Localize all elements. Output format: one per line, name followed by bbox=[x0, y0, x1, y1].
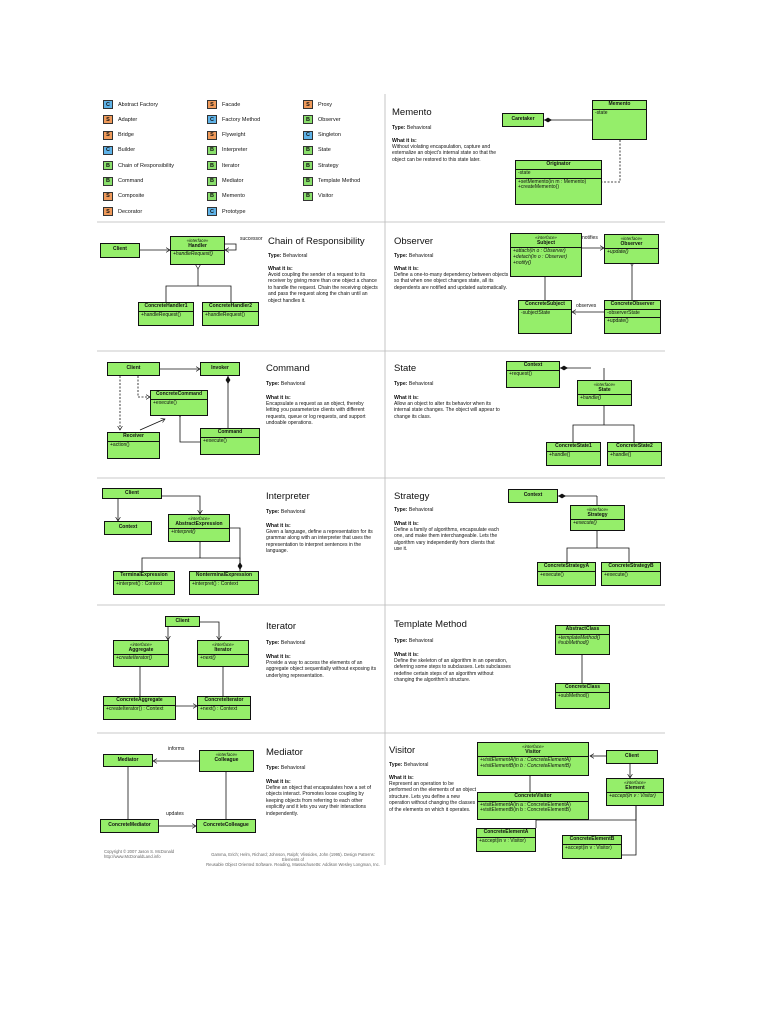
informs-label: informs bbox=[168, 746, 185, 752]
concrete-strategy-b-class: ConcreteStrategyB +execute() bbox=[601, 562, 661, 586]
interpreter-context-class: Context bbox=[104, 521, 152, 535]
legend-pattern-name: State bbox=[318, 147, 331, 154]
chain-title: Chain of Responsibility bbox=[268, 236, 365, 247]
legend-item bbox=[303, 100, 332, 109]
template-what-label: What it is: bbox=[394, 652, 419, 658]
iterator-type: Type: Behavioral bbox=[266, 640, 306, 646]
legend-category-badge: S bbox=[207, 131, 217, 140]
legend-item bbox=[103, 131, 134, 140]
interpreter-title: Interpreter bbox=[266, 491, 310, 502]
legend-item bbox=[103, 115, 137, 124]
concrete-colleague-class: ConcreteColleague bbox=[196, 819, 256, 833]
state-context-class: Context +request() bbox=[506, 361, 560, 388]
legend-item bbox=[207, 177, 243, 186]
legend-category-badge: B bbox=[303, 115, 313, 124]
iterator-client-class: Client bbox=[165, 616, 200, 627]
command-type: Type: Behavioral bbox=[266, 381, 306, 387]
legend-category-badge: B bbox=[103, 177, 113, 186]
iterator-what-label: What it is: bbox=[266, 654, 291, 660]
element-interface: «interface» Element +accept(in v : Visitor) bbox=[606, 778, 664, 806]
terminal-expression-class: TerminalExpression +interpret() : Context bbox=[113, 571, 175, 595]
observer-interface: «interface» Observer +update() bbox=[604, 234, 659, 264]
state-title: State bbox=[394, 363, 417, 374]
concrete-handler-1-class: ConcreteHandler1 +handleRequest() bbox=[138, 302, 194, 326]
strategy-title: Strategy bbox=[394, 491, 430, 502]
concrete-observer-class: ConcreteObserver -observerState +update() bbox=[604, 300, 661, 334]
legend-pattern-name: Visitor bbox=[318, 193, 334, 200]
observes-label: observes bbox=[576, 303, 597, 309]
legend-category-badge: C bbox=[103, 100, 113, 109]
legend-category-badge: B bbox=[207, 177, 217, 186]
colleague-interface: «interface» Colleague bbox=[199, 750, 254, 772]
observer-type: Type: Behavioral bbox=[394, 253, 434, 259]
state-what-label: What it is: bbox=[394, 395, 419, 401]
legend-category-badge: B bbox=[207, 146, 217, 155]
visitor-type: Type: Behavioral bbox=[389, 762, 429, 768]
strategy-description: Define a family of algorithms, encapsulate each one, and make them interchangeable. Lets the algorithm vary independently from clients that use it. bbox=[394, 527, 500, 553]
template-title: Template Method bbox=[394, 619, 467, 630]
aggregate-interface: «interface» Aggregate +createIterator() bbox=[113, 640, 169, 667]
template-type: Type: Behavioral bbox=[394, 638, 434, 644]
legend-item bbox=[103, 161, 174, 170]
invoker-class: Invoker bbox=[200, 362, 240, 376]
abstract-expression-interface: «interface» AbstractExpression +interpret() bbox=[168, 514, 230, 542]
concrete-strategy-a-class: ConcreteStrategyA +execute() bbox=[537, 562, 596, 586]
legend-category-badge: S bbox=[103, 207, 113, 216]
legend-item bbox=[303, 131, 341, 140]
legend-pattern-name: Observer bbox=[318, 116, 341, 123]
reference: Gamma, Erich; Helm, Richard; Johnson, Ralph; Vlissides, John (1995). Design Patterns: Elements of Reusable Object Oriented Software. Reading, Massachusetts: Addison Wesley Longman, Inc. bbox=[206, 852, 380, 867]
concrete-element-b-class: ConcreteElementB +accept(in v : Visitor) bbox=[562, 835, 622, 859]
command-title: Command bbox=[266, 363, 310, 374]
strategy-type: Type: Behavioral bbox=[394, 507, 434, 513]
legend-pattern-name: Builder bbox=[118, 147, 136, 154]
legend-item bbox=[207, 192, 245, 201]
legend-pattern-name: Prototype bbox=[222, 208, 246, 215]
legend-category-badge: B bbox=[207, 192, 217, 201]
legend-category-badge: S bbox=[103, 192, 113, 201]
handler-interface: «interface» Handler +handleRequest() bbox=[170, 236, 225, 265]
legend-item bbox=[103, 177, 143, 186]
updates-label: updates bbox=[166, 811, 184, 817]
legend-item bbox=[103, 207, 142, 216]
mediator-description: Define an object that encapsulates how a set of objects interact. Promotes loose coupling by keeping objects from referring to each other explicitly and it lets you vary their interactions independently. bbox=[266, 785, 372, 817]
receiver-class: Receiver +action() bbox=[107, 432, 160, 459]
iterator-title: Iterator bbox=[266, 621, 297, 632]
concrete-handler-2-class: ConcreteHandler2 +handleRequest() bbox=[202, 302, 259, 326]
strategy-what-label: What it is: bbox=[394, 521, 419, 527]
legend-category-badge: C bbox=[103, 146, 113, 155]
legend-pattern-name: Flyweight bbox=[222, 132, 246, 139]
chain-what-label: What it is: bbox=[268, 266, 293, 272]
originator-class: Originator -state +setMemento(in m : Memento) +createMemento() bbox=[515, 160, 602, 205]
concrete-state-2-class: ConcreteState2 +handle() bbox=[607, 442, 662, 466]
legend-pattern-name: Facade bbox=[222, 101, 241, 108]
legend-pattern-name: Decorator bbox=[118, 208, 143, 215]
legend-pattern-name: Proxy bbox=[318, 101, 333, 108]
observer-title: Observer bbox=[394, 236, 434, 247]
subject-interface: «interface» Subject +attach(in o : Observer) +detach(in o : Observer) +notify() bbox=[510, 233, 582, 277]
memento-class: Memento -state bbox=[592, 100, 647, 140]
concrete-command-class: ConcreteCommand +execute() bbox=[150, 390, 208, 416]
interpreter-what-label: What it is: bbox=[266, 523, 291, 529]
iterator-description: Provide a way to access the elements of an aggregate object sequentially without exposing its underlying representation. bbox=[266, 660, 377, 679]
memento-type: Type: Behavioral bbox=[392, 125, 432, 131]
legend-item bbox=[103, 192, 144, 201]
legend-category-badge: C bbox=[207, 207, 217, 216]
legend-pattern-name: Adapter bbox=[118, 116, 138, 123]
concrete-visitor-class: ConcreteVisitor +visitElementA(in a : ConcreteElementA) +visitElementB(in b : ConcreteElementB) bbox=[477, 792, 589, 820]
successor-label: successor bbox=[240, 236, 263, 242]
legend-pattern-name: Mediator bbox=[222, 178, 244, 184]
legend-pattern-name: Chain of Responsibility bbox=[118, 162, 174, 169]
interpreter-client-class: Client bbox=[102, 488, 162, 499]
legend-category-badge: S bbox=[303, 100, 313, 109]
notifies-label: notifies bbox=[582, 235, 598, 241]
strategy-interface: «interface» Strategy +execute() bbox=[570, 505, 625, 531]
legend-pattern-name: Template Method bbox=[318, 178, 361, 184]
legend-item bbox=[303, 146, 331, 155]
mediator-type: Type: Behavioral bbox=[266, 765, 306, 771]
state-type: Type: Behavioral bbox=[394, 381, 434, 387]
command-what-label: What it is: bbox=[266, 395, 291, 401]
legend-pattern-name: Iterator bbox=[222, 162, 240, 169]
legend-category-badge: S bbox=[103, 115, 113, 124]
state-interface: «interface» State +handle() bbox=[577, 380, 632, 406]
legend-pattern-name: Command bbox=[118, 178, 144, 184]
mediator-title: Mediator bbox=[266, 747, 303, 758]
interpreter-type: Type: Behavioral bbox=[266, 509, 306, 515]
concrete-mediator-class: ConcreteMediator bbox=[100, 819, 159, 833]
observer-what-label: What it is: bbox=[394, 266, 419, 272]
legend-category-badge: S bbox=[103, 131, 113, 140]
visitor-title: Visitor bbox=[389, 745, 416, 756]
legend-pattern-name: Strategy bbox=[318, 162, 339, 169]
strategy-context-class: Context bbox=[508, 489, 558, 503]
concrete-aggregate-class: ConcreteAggregate +createIterator() : Context bbox=[103, 696, 176, 720]
legend-pattern-name: Factory Method bbox=[222, 116, 261, 123]
legend-category-badge: B bbox=[207, 161, 217, 170]
nonterminal-expression-class: NonterminalExpression +interpret() : Context bbox=[189, 571, 259, 595]
memento-title: Memento bbox=[392, 107, 432, 118]
visitor-what-label: What it is: bbox=[389, 775, 414, 781]
memento-description: Without violating encapsulation, capture and externalize an object's internal state so that the object can be restored to this state later. bbox=[392, 144, 497, 163]
iterator-interface: «interface» Iterator +next() bbox=[197, 640, 249, 667]
copyright: Copyright © 2007 Jason S. McDonald http://www.McDonaldLand.info bbox=[104, 849, 175, 859]
interpreter-description: Given a language, define a representation for its grammar along with an interpreter that uses the representation to interpret sentences in the language. bbox=[266, 529, 373, 555]
legend-category-badge: B bbox=[303, 161, 313, 170]
legend-item bbox=[207, 161, 239, 170]
legend-category-badge: S bbox=[207, 100, 217, 109]
caretaker-class: Caretaker bbox=[502, 113, 544, 127]
memento-what-label: What it is: bbox=[392, 138, 417, 144]
observer-description: Define a one-to-many dependency between objects so that when one object changes state, all its dependents are notified and updated automatically. bbox=[394, 272, 509, 291]
visitor-interface: «interface» Visitor +visitElementA(in a : ConcreteElementA) +visitElementB(in b : ConcreteElementB) bbox=[477, 742, 589, 776]
command-description: Encapsulate a request as an object, thereby letting you parameterize clients with different requests, queue or log requests, and support undoable operations. bbox=[266, 401, 366, 427]
visitor-client-class: Client bbox=[606, 750, 658, 764]
legend-item bbox=[303, 115, 341, 124]
legend-category-badge: B bbox=[103, 161, 113, 170]
chain-client-class: Client bbox=[100, 243, 140, 258]
legend-pattern-name: Abstract Factory bbox=[118, 101, 159, 108]
legend-pattern-name: Bridge bbox=[118, 132, 134, 139]
command-interface: Command +execute() bbox=[200, 428, 260, 455]
legend-item bbox=[207, 100, 240, 109]
visitor-description: Represent an operation to be performed on the elements of an object structure. Lets you define a new operation without changing the classes of the elements on which it operates. bbox=[389, 781, 476, 813]
legend-pattern-name: Interpreter bbox=[222, 147, 248, 154]
chain-description: Avoid coupling the sender of a request to its receiver by giving more than one object a chance to handle the request. Chain the receiving objects and pass the request along the chain until an object handles it. bbox=[268, 272, 378, 304]
legend-pattern-name: Memento bbox=[222, 193, 245, 200]
legend-item bbox=[207, 207, 246, 216]
abstract-class: AbstractClass +templateMethod() #subMethod() bbox=[555, 625, 610, 655]
legend-item bbox=[303, 161, 338, 170]
legend-category-badge: B bbox=[303, 177, 313, 186]
concrete-class: ConcreteClass +subMethod() bbox=[555, 683, 610, 709]
concrete-element-a-class: ConcreteElementA +accept(in v : Visitor) bbox=[476, 828, 536, 852]
concrete-subject-class: ConcreteSubject -subjectState bbox=[518, 300, 572, 334]
legend-item bbox=[303, 177, 360, 186]
legend-item bbox=[103, 146, 135, 155]
legend-category-badge: C bbox=[303, 131, 313, 140]
legend-category-badge: B bbox=[303, 146, 313, 155]
legend-category-badge: C bbox=[207, 115, 217, 124]
legend-item bbox=[207, 131, 245, 140]
mediator-what-label: What it is: bbox=[266, 779, 291, 785]
concrete-state-1-class: ConcreteState1 +handle() bbox=[546, 442, 601, 466]
legend-pattern-name: Composite bbox=[118, 193, 145, 200]
legend-item bbox=[207, 115, 260, 124]
state-description: Allow an object to alter its behavior when its internal state changes. The object will appear to change its class. bbox=[394, 401, 500, 420]
legend-item bbox=[103, 100, 158, 109]
mediator-class: Mediator bbox=[103, 754, 153, 767]
command-client-class: Client bbox=[107, 362, 160, 376]
concrete-iterator-class: ConcreteIterator +next() : Context bbox=[197, 696, 251, 720]
legend-category-badge: B bbox=[303, 192, 313, 201]
legend-pattern-name: Singleton bbox=[318, 132, 341, 139]
legend-item bbox=[303, 192, 333, 201]
chain-type: Type: Behavioral bbox=[268, 253, 308, 259]
legend-item bbox=[207, 146, 247, 155]
template-description: Define the skeleton of an algorithm in an operation, deferring some steps to subclasses. Lets subclasses redefine certain steps of an algorithm without changing the algorithm's structure. bbox=[394, 658, 511, 684]
